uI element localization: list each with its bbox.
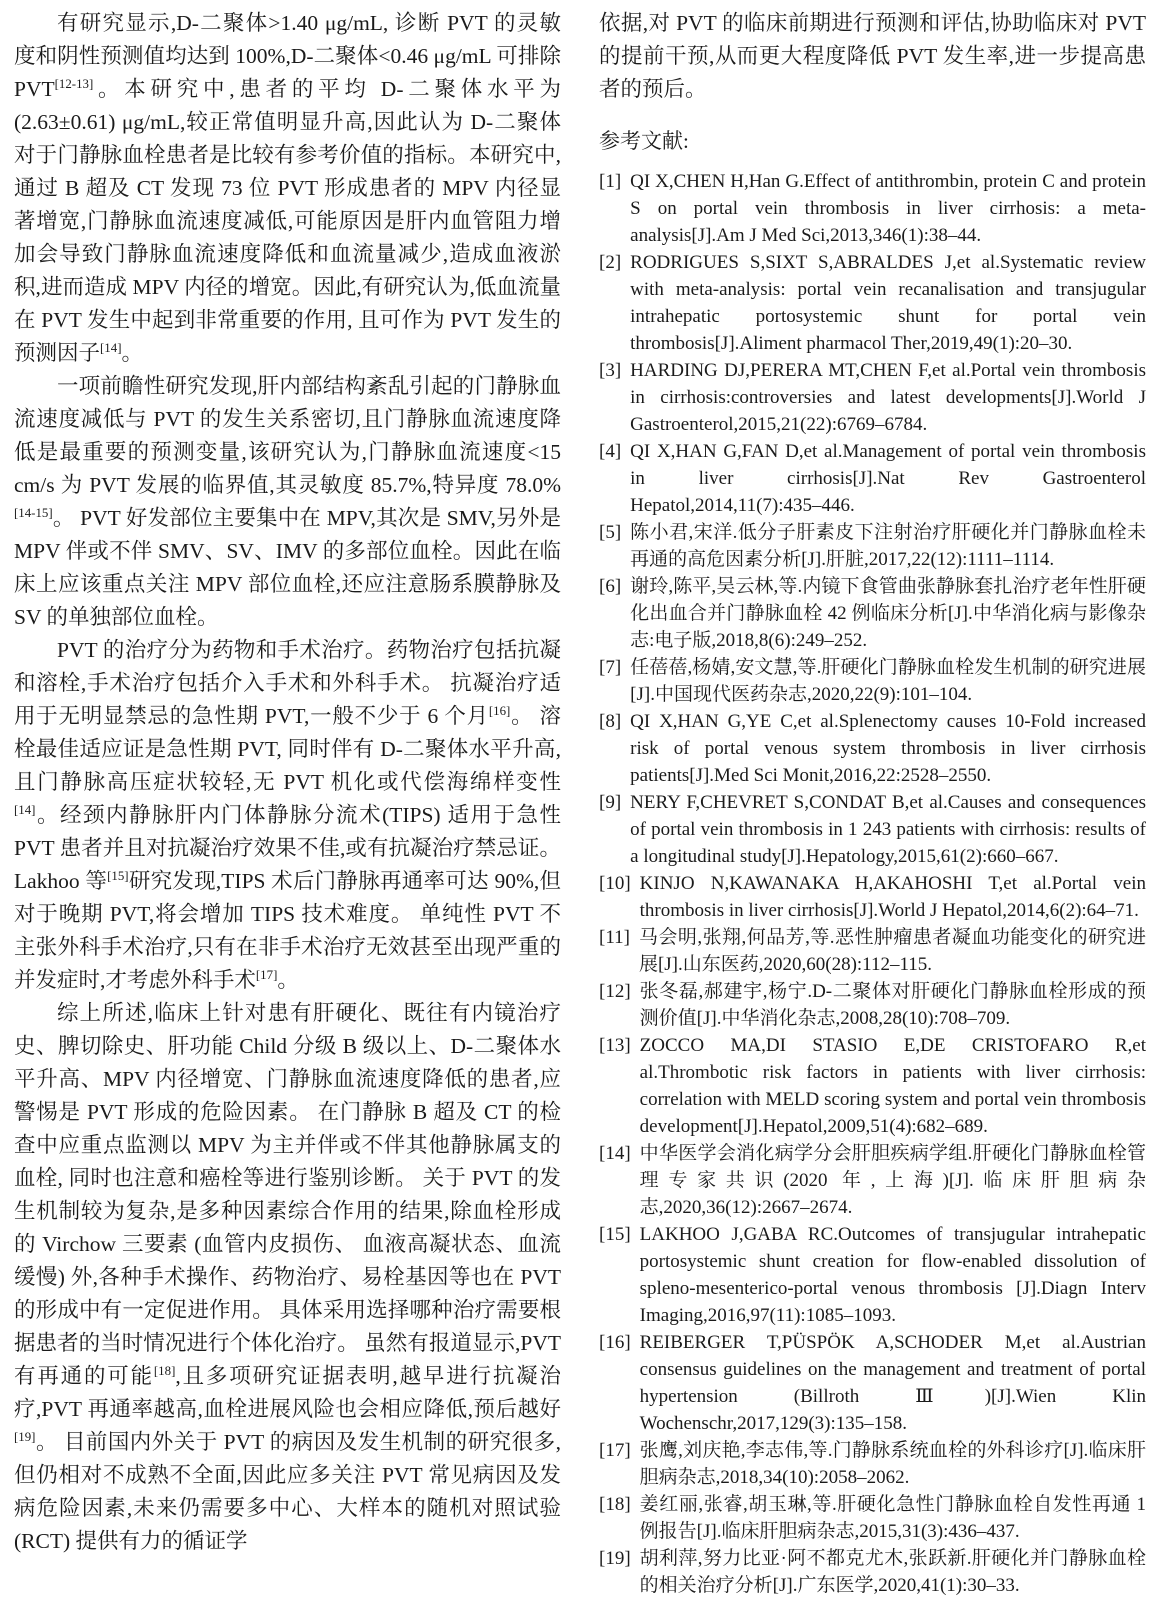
reference-item <box>599 357 1146 438</box>
body-paragraph-4: 综上所述,临床上针对患有肝硬化、既往有内镜治疗史、脾切除史、肝功能 Child 分级 B 级以上、D-二聚体水平升高、MPV 内径增宽、门静脉血流速度降低的患者,应警惕是 PVT 形成的危险因素。 在门静脉 B 超及 CT 的检查中应重点监测以 MPV 为主并伴或不伴其他静脉属支的血栓, 同时也注意和癌栓等进行鉴别诊断。 关于 PVT 的发生机制较为复杂,是多种因素综合作用的结果,除血栓形成的 Virchow 三要素 (血管内皮损伤、 血液高凝状态、血流缓慢) 外,各种手术操作、药物治疗、易栓基因等也在 PVT 的形成中有一定促进作用。 具体采用选择哪种治疗需要根据患者的当时情况进行个体化治疗。 虽然有报道显示,PVT 有再通的可能[18],且多项研究证据表明,越早进行抗凝治疗,PVT 再通率越高,血栓进展风险也会相应降低,预后越好[19]。 目前国内外关于 PVT 的病因及发生机制的研究很多,但仍相对不成熟不全面,因此应多关注 PVT 常见病因及发病危险因素,未来仍需要多中心、大样本的随机对照试验(RCT) 提供有力的循证学 <box>14 1001 561 1553</box>
reference-number: [8] <box>599 711 622 732</box>
reference-number: [15] <box>599 1224 631 1245</box>
closing-paragraph: 依据,对 PVT 的临床前期进行预测和评估,协助临床对 PVT 的提前干预,从而更大程度降低 PVT 发生率,进一步提高患者的预后。 <box>599 11 1146 101</box>
reference-text: QI X,CHEN H,Han G.Effect of antithrombin, protein C and protein S on portal vein thrombosis in liver cirrhosis: a meta-analysis[J].Am J Med Sci,2013,346(1):38–44. <box>630 171 1146 246</box>
reference-number: [9] <box>599 792 622 813</box>
reference-number: [3] <box>599 360 622 381</box>
reference-text: QI X,HAN G,FAN D,et al.Management of portal vein thrombosis in liver cirrhosis[J].Nat Rev Gastroenterol Hepatol,2014,11(7):435–446. <box>630 441 1146 516</box>
reference-text: 任蓓蓓,杨婧,安文慧,等.肝硬化门静脉血栓发生机制的研究进展[J].中国现代医药杂志,2020,22(9):101–104. <box>630 657 1146 705</box>
reference-item <box>599 168 1146 249</box>
reference-item <box>599 924 1146 978</box>
reference-text: 胡利萍,努力比亚·阿不都克尤木,张跃新.肝硬化并门静脉血栓的相关治疗分析[J].广东医学,2020,41(1):30–33. <box>639 1548 1146 1596</box>
reference-item <box>599 654 1146 708</box>
reference-item <box>599 438 1146 519</box>
reference-number: [11] <box>599 927 630 948</box>
body-paragraph-3: PVT 的治疗分为药物和手术治疗。药物治疗包括抗凝和溶栓,手术治疗包括介入手术和外科手术。 抗凝治疗适用于无明显禁忌的急性期 PVT,一般不少于 6 个月[16]。 溶栓最佳适应证是急性期 PVT, 同时伴有 D-二聚体水平升高,且门静脉高压症状较轻,无 PVT 机化或代偿海绵样变性[14]。经颈内静脉肝内门体静脉分流术(TIPS) 适用于急性 PVT 患者并且对抗凝治疗效果不佳,或有抗凝治疗禁忌证。 Lakhoo 等[15]研究发现,TIPS 术后门静脉再通率可达 90%,但对于晚期 PVT,将会增加 TIPS 技术难度。 单纯性 PVT 不主张外科手术治疗,只有在非手术治疗无效甚至出现严重的并发症时,才考虑外科手术[17]。 <box>14 638 561 992</box>
reference-number: [7] <box>599 657 622 678</box>
reference-item <box>599 1491 1146 1545</box>
reference-text: 张冬磊,郝建宇,杨宁.D-二聚体对肝硬化门静脉血栓形成的预测价值[J].中华消化杂志,2008,28(10):708–709. <box>639 981 1146 1029</box>
reference-text: 马会明,张翔,何品芳,等.恶性肿瘤患者凝血功能变化的研究进展[J].山东医药,2020,60(28):112–115. <box>638 927 1146 975</box>
reference-item <box>599 789 1146 870</box>
reference-text: 中华医学会消化病学分会肝胆疾病学组.肝硬化门静脉血栓管理专家共识(2020 年,上海)[J].临床肝胆病杂志,2020,36(12):2667–2674. <box>639 1143 1146 1218</box>
reference-number: [6] <box>599 576 622 597</box>
reference-text: HARDING DJ,PERERA MT,CHEN F,et al.Portal vein thrombosis in cirrhosis:controversies and latest developments[J].World J Gastroenterol,2015,21(22):6769–6784. <box>630 360 1146 435</box>
left-column <box>14 7 561 1606</box>
reference-number: [1] <box>599 171 622 192</box>
reference-text: QI X,HAN G,YE C,et al.Splenectomy causes 10-Fold increased risk of portal venous system thrombosis in liver cirrhosis patients[J].Med Sci Monit,2016,22:2528–2550. <box>630 711 1146 786</box>
reference-number: [19] <box>599 1548 631 1569</box>
reference-text: 姜红丽,张睿,胡玉琳,等.肝硬化急性门静脉血栓自发性再通 1 例报告[J].临床肝胆病杂志,2015,31(3):436–437. <box>639 1494 1146 1542</box>
references-heading: 参考文献: <box>599 129 689 153</box>
reference-text: 陈小君,宋洋.低分子肝素皮下注射治疗肝硬化并门静脉血栓未再通的高危因素分析[J].肝脏,2017,22(12):1111–1114. <box>630 522 1146 570</box>
reference-item <box>599 1329 1146 1437</box>
reference-item <box>599 1221 1146 1329</box>
reference-item <box>599 1545 1146 1599</box>
reference-item <box>599 1032 1146 1140</box>
reference-text: 张鹰,刘庆艳,李志伟,等.门静脉系统血栓的外科诊疗[J].临床肝胆病杂志,2018,34(10):2058–2062. <box>639 1440 1146 1488</box>
reference-item <box>599 573 1146 654</box>
reference-number: [2] <box>599 252 622 273</box>
reference-item <box>599 870 1146 924</box>
reference-number: [18] <box>599 1494 631 1515</box>
reference-number: [12] <box>599 981 631 1002</box>
reference-item <box>599 708 1146 789</box>
reference-number: [17] <box>599 1440 631 1461</box>
reference-item <box>599 249 1146 357</box>
references-list <box>599 168 1146 1599</box>
reference-text: NERY F,CHEVRET S,CONDAT B,et al.Causes and consequences of portal vein thrombosis in 1 243 patients with cirrhosis: results of a longitudinal study[J].Hepatology,2015,61(2):660–667. <box>630 792 1146 867</box>
reference-text: LAKHOO J,GABA RC.Outcomes of transjugular intrahepatic portosystemic shunt creation for flow-enabled dissolution of spleno-mesenterico-portal venous thrombosis [J].Diagn Interv Imaging,2016,97(11):1085–1093. <box>639 1224 1146 1326</box>
reference-text: ZOCCO MA,DI STASIO E,DE CRISTOFARO R,et al.Thrombotic risk factors in patients with liver cirrhosis: correlation with MELD scoring system and portal vein thrombosis development[J].Hepatol,2009,51(4):682–689. <box>639 1035 1146 1137</box>
reference-item <box>599 1437 1146 1491</box>
body-paragraph-2: 一项前瞻性研究发现,肝内部结构紊乱引起的门静脉血流速度减低与 PVT 的发生关系密切,且门静脉血流速度降低是最重要的预测变量,该研究认为,门静脉血流速度<15 cm/s 为 PVT 发展的临界值,其灵敏度 85.7%,特异度 78.0%[14-15]。 PVT 好发部位主要集中在 MPV,其次是 SMV,另外是 MPV 伴或不伴 SMV、SV、IMV 的多部位血栓。因此在临床上应该重点关注 MPV 部位血栓,还应注意肠系膜静脉及 SV 的单独部位血栓。 <box>14 374 561 629</box>
body-paragraph-1: 有研究显示,D-二聚体>1.40 μg/mL, 诊断 PVT 的灵敏度和阴性预测值均达到 100%,D-二聚体<0.46 μg/mL 可排除 PVT[12-13]。本研究中,患者的平均 D-二聚体水平为(2.63±0.61) μg/mL,较正常值明显升高,因此认为 D-二聚体对于门静脉血栓患者是比较有参考价值的指标。本研究中,通过 B 超及 CT 发现 73 位 PVT 形成患者的 MPV 内径显著增宽,门静脉血流速度减低,可能原因是肝内血管阻力增加会导致门静脉血流速度降低和血流量减少,造成血液淤积,进而造成 MPV 内径的增宽。因此,有研究认为,低血流量在 PVT 发生中起到非常重要的作用, 且可作为 PVT 发生的预测因子[14]。 <box>14 11 561 365</box>
reference-item <box>599 978 1146 1032</box>
reference-number: [10] <box>599 873 631 894</box>
reference-item <box>599 519 1146 573</box>
reference-text: KINJO N,KAWANAKA H,AKAHOSHI T,et al.Portal vein thrombosis in liver cirrhosis[J].World J Hepatol,2014,6(2):64–71. <box>639 873 1146 921</box>
reference-text: RODRIGUES S,SIXT S,ABRALDES J,et al.Systematic review with meta-analysis: portal vein recanalisation and transjugular intrahepatic portosystemic shunt for portal vein thrombosis[J].Aliment pharmacol Ther,2019,49(1):20–30. <box>630 252 1146 354</box>
reference-number: [14] <box>599 1143 631 1164</box>
reference-number: [5] <box>599 522 622 543</box>
reference-item <box>599 1140 1146 1221</box>
reference-text: REIBERGER T,PÜSPÖK A,SCHODER M,et al.Austrian consensus guidelines on the management and treatment of portal hypertension (Billroth Ⅲ)[J].Wien Klin Wochenschr,2017,129(3):135–158. <box>639 1332 1146 1434</box>
reference-number: [16] <box>599 1332 631 1353</box>
reference-text: 谢玲,陈平,吴云林,等.内镜下食管曲张静脉套扎治疗老年性肝硬化出血合并门静脉血栓 42 例临床分析[J].中华消化病与影像杂志:电子版,2018,8(6):249–252. <box>630 576 1146 651</box>
right-column <box>599 7 1146 1606</box>
reference-number: [13] <box>599 1035 631 1056</box>
reference-number: [4] <box>599 441 622 462</box>
